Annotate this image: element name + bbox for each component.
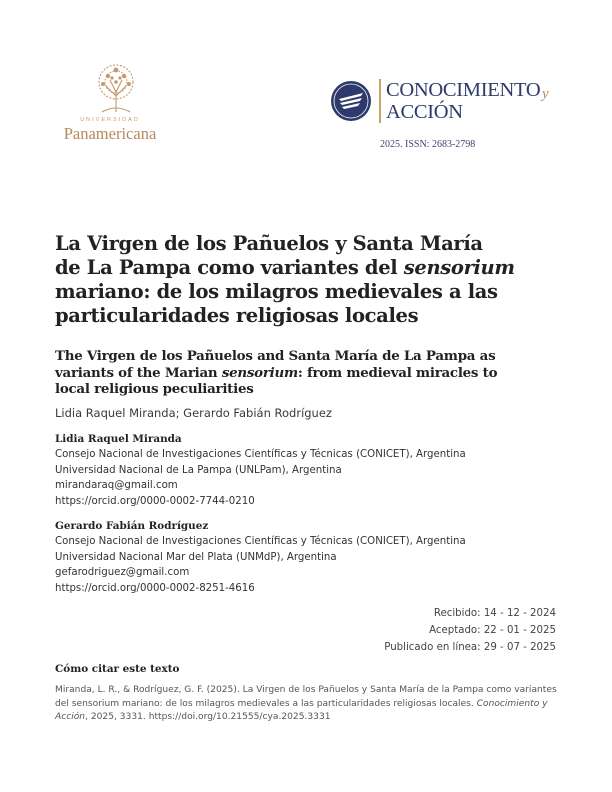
title-es-line [55, 256, 560, 280]
author-orcid-link[interactable]: https://orcid.org/0000-0002-7744-0210 [55, 495, 255, 507]
title-en-line: local religious peculiarities [55, 381, 254, 397]
journal-name-y: y [542, 86, 549, 102]
author-affiliation: Consejo Nacional de Investigaciones Científicas y Técnicas (CONICET), Argentina [55, 536, 466, 547]
citation-text [55, 684, 560, 725]
title-en-italic: sensorium [221, 364, 298, 381]
university-subtitle: UNIVERSIDAD [80, 117, 140, 123]
journal-name-line1: CONOCIMIENTO [386, 79, 541, 101]
authors-line: Lidia Raquel Miranda; Gerardo Fabián Rodríguez [55, 406, 332, 420]
title-es-italic: sensorium [403, 256, 515, 279]
title-en-text: variants of the Marian [55, 364, 222, 381]
university-tree-logo-icon [88, 62, 144, 114]
author-email[interactable]: gefarodriguez@gmail.com [55, 567, 190, 578]
author-name: Gerardo Fabián Rodríguez [55, 520, 209, 532]
title-es-line: particularidades religiosas locales [55, 304, 419, 327]
author-block [55, 519, 575, 596]
university-name: Panamericana [63, 124, 157, 143]
title-es-line: mariano: de los milagros medievales a las [55, 280, 498, 303]
article-title-en [55, 348, 560, 398]
title-en-line: The Virgen de los Pañuelos and Santa María de La Pampa as [55, 348, 496, 364]
date-published: Publicado en línea: 29 - 07 - 2025 [384, 642, 556, 653]
publication-dates [384, 605, 556, 656]
citation-text-part: Miranda, L. R., & Rodríguez, G. F. (2025). La Virgen de los Pañuelos y Santa María de la Pampa como variantes del sensorium mariano: de los milagros medievales a las particularidades religiosas locales. [55, 685, 557, 709]
date-accepted: Aceptado: 22 - 01 - 2025 [429, 625, 556, 636]
journal-name-line2: ACCIÓN [386, 101, 463, 123]
journal-issn: 2025. ISSN: 2683-2798 [380, 139, 476, 150]
article-title-es [55, 232, 560, 328]
citation-journal: Conocimiento y Acción [55, 698, 548, 723]
university-logo [55, 62, 185, 146]
title-en-line [55, 365, 560, 382]
title-en-text: : from medieval miracles to [297, 364, 498, 381]
author-orcid-link[interactable]: https://orcid.org/0000-0002-8251-4616 [55, 582, 255, 594]
citation-text-part: , 2025, 3331. https://doi.org/10.21555/cya.2025.3331 [85, 712, 331, 723]
journal-circle-logo-icon [330, 80, 372, 122]
author-affiliation: Consejo Nacional de Investigaciones Científicas y Técnicas (CONICET), Argentina [55, 449, 466, 460]
author-email[interactable]: mirandaraq@gmail.com [55, 480, 178, 491]
date-received: Recibido: 14 - 12 - 2024 [433, 608, 556, 619]
author-name: Lidia Raquel Miranda [55, 433, 182, 445]
author-affiliation: Universidad Nacional de La Pampa (UNLPam), Argentina [55, 464, 342, 476]
citation-heading: Cómo citar este texto [55, 663, 180, 675]
title-es-line: La Virgen de los Pañuelos y Santa María [55, 232, 483, 255]
journal-logo-divider [379, 79, 381, 123]
title-es-text: de La Pampa como variantes del [55, 256, 404, 279]
author-affiliation: Universidad Nacional Mar del Plata (UNMdP), Argentina [55, 551, 337, 563]
author-block [55, 432, 575, 509]
